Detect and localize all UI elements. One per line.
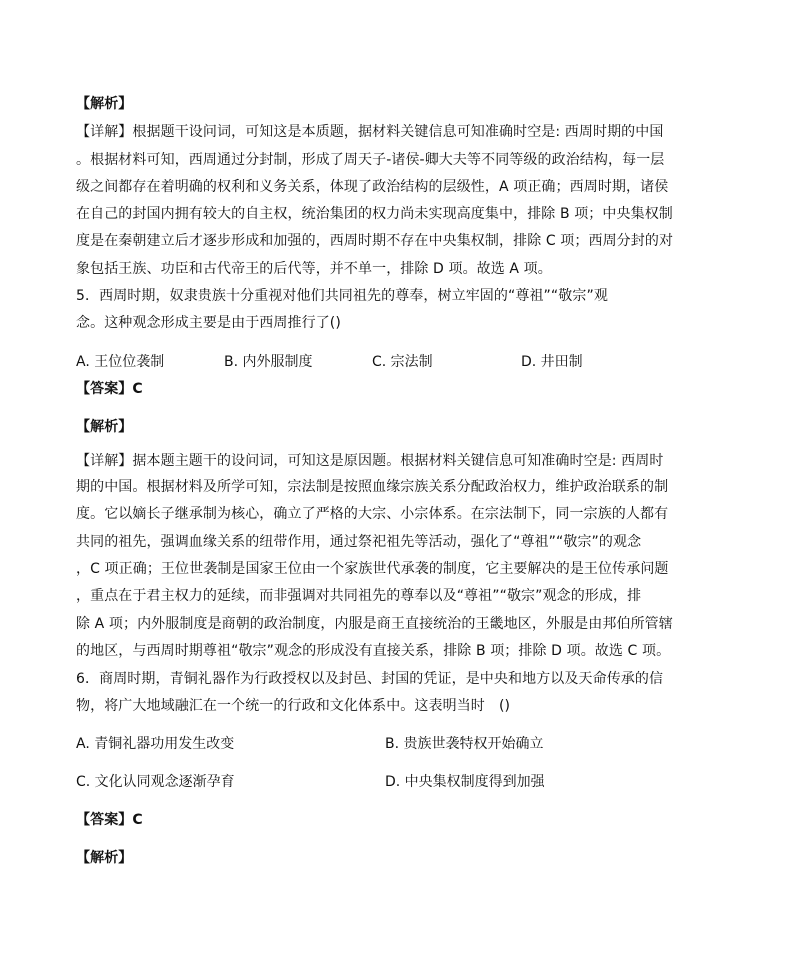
detail-line: 共同的祖先，强调血缘关系的纽带作用，通过祭祀祖先等活动，强化了“尊祖”“敬宗”的观念 (76, 534, 642, 550)
analysis-heading: 【解析】 (76, 419, 133, 435)
detail-line: 象包括王族、功臣和古代帝王的后代等，并不单一，排除 D 项。故选 A 项。 (76, 261, 552, 277)
answer-6: 【答案】C (76, 812, 143, 828)
detail-line: 期的中国。根据材料及所学可知，宗法制是按照血缘宗族关系分配政治权力，维护政治联系的制 (76, 479, 669, 495)
q5-option-b: B. 内外服制度 (224, 354, 313, 370)
q6-option-d: D. 中央集权制度得到加强 (385, 774, 545, 790)
detail-line: ，C 项正确；王位世袭制是国家王位由一个家族世代承袭的制度，它主要解决的是王位传承问题 (76, 561, 669, 577)
q6-option-b: B. 贵族世袭特权开始确立 (385, 736, 544, 752)
detail-line: 度。它以嫡长子继承制为核心，确立了严格的大宗、小宗体系。在宗法制下，同一宗族的人都有 (76, 506, 669, 522)
detail-line: 度是在秦朝建立后才逐步形成和加强的，西周时期不存在中央集权制，排除 C 项；西周分封的对 (76, 233, 674, 249)
question-5-stem: 5．西周时期，奴隶贵族十分重视对他们共同祖先的尊奉，树立牢固的“尊祖”“敬宗”观 (76, 288, 608, 304)
q6-option-c: C. 文化认同观念逐渐孕育 (76, 774, 235, 790)
detail-line: 除 A 项；内外服制度是商朝的政治制度，内服是商王直接统治的王畿地区，外服是由邦伯所管辖 (76, 616, 673, 632)
detail-line: 。根据材料可知，西周通过分封制，形成了周天子-诸侯-卿大夫等不同等级的政治结构，每一层 (76, 152, 665, 168)
q5-option-a: A. 王位位袭制 (76, 354, 165, 370)
q5-option-d: D. 井田制 (521, 354, 583, 370)
detail-line: 【详解】根据题干设问词，可知这是本质题，据材料关键信息可知准确时空是: 西周时期的中国 (76, 124, 664, 140)
detail-line: 【详解】据本题主题干的设问词，可知这是原因题。根据材料关键信息可知准确时空是: 西周时 (76, 453, 664, 469)
question-6-stem: 物，将广大地域融汇在一个统一的行政和文化体系中。这表明当时 () (76, 698, 511, 714)
detail-line: ，重点在于君主权力的延续，而非强调对共同祖先的尊奉以及“尊祖”“敬宗”观念的形成，排 (76, 588, 642, 604)
analysis-heading: 【解析】 (76, 96, 133, 112)
question-5-stem: 念。这种观念形成主要是由于西周推行了() (76, 315, 341, 331)
q6-option-a: A. 青铜礼器功用发生改变 (76, 736, 235, 752)
question-6-stem: 6．商周时期，青铜礼器作为行政授权以及封邑、封国的凭证，是中央和地方以及天命传承的信 (76, 671, 664, 687)
detail-line: 的地区，与西周时期尊祖“敬宗”观念的形成没有直接关系，排除 B 项；排除 D 项。故选 C 项。 (76, 643, 671, 659)
detail-line: 级之间都存在着明确的权利和义务关系，体现了政治结构的层级性，A 项正确；西周时期，诸侯 (76, 179, 669, 195)
q5-option-c: C. 宗法制 (372, 354, 433, 370)
detail-line: 在自己的封国内拥有较大的自主权，统治集团的权力尚未实现高度集中，排除 B 项；中央集权制 (76, 206, 673, 222)
answer-5: 【答案】C (76, 381, 143, 397)
analysis-heading: 【解析】 (76, 850, 133, 866)
